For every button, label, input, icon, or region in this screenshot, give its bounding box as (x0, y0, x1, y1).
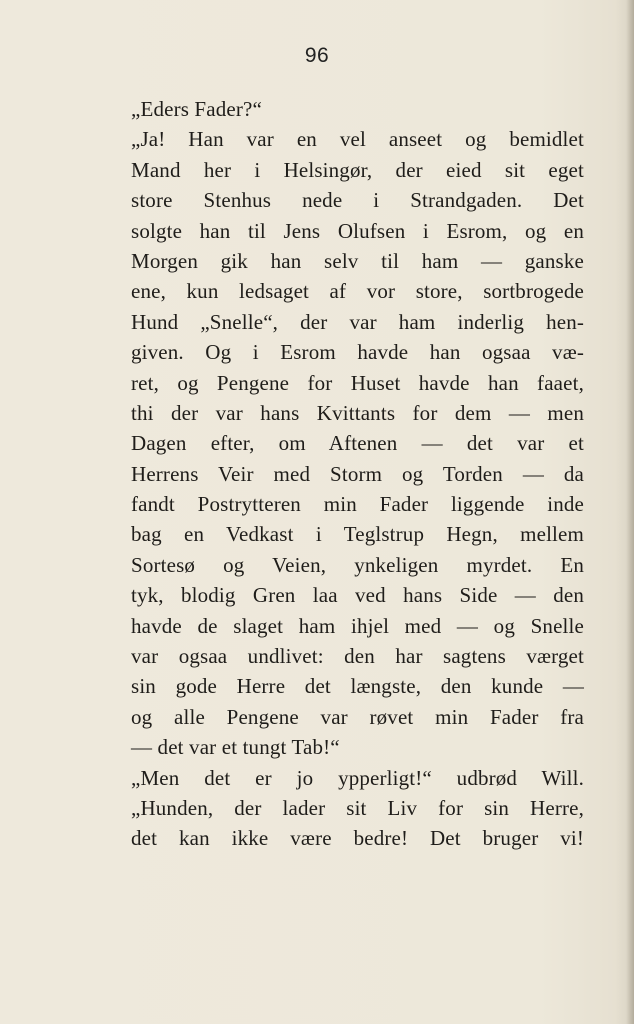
text-line: thi der var hans Kvittants for dem — men (131, 400, 584, 425)
text-line: „Hunden, der lader sit Liv for sin Herre, (131, 795, 584, 820)
text-line: „Eders Fader?“ (131, 97, 262, 121)
text-line: havde de slaget ham ihjel med — og Snelle (131, 613, 584, 638)
text-line: „Men det er jo ypperligt!“ udbrød Will. (131, 765, 584, 790)
text-line: ene, kun ledsaget af vor store, sortbrogede (131, 279, 584, 304)
text-line: fandt Postrytteren min Fader liggende inde (131, 492, 584, 517)
text-line: given. Og i Esrom havde han ogsaa væ- (131, 340, 584, 365)
text-line: sin gode Herre det længste, den kunde — (131, 674, 584, 699)
text-line: store Stenhus nede i Strandgaden. Det (131, 188, 584, 213)
text-line: Mand her i Helsingør, der eied sit eget (131, 157, 584, 182)
text-line: solgte han til Jens Olufsen i Esrom, og en (131, 218, 584, 243)
body-text (131, 94, 584, 854)
text-line: bag en Vedkast i Teglstrup Hegn, mellem (131, 522, 584, 547)
page-edge-shadow (626, 0, 634, 1024)
text-line: det kan ikke være bedre! Det bruger vi! (131, 826, 584, 851)
text-line: og alle Pengene var røvet min Fader fra (131, 704, 584, 729)
text-line: „Ja! Han var en vel anseet og bemidlet (131, 127, 584, 152)
text-line: var ogsaa undlivet: den har sagtens værget (131, 644, 584, 669)
text-line: — det var et tungt Tab!“ (131, 735, 340, 760)
text-line: Sortesø og Veien, ynkeligen myrdet. En (131, 552, 584, 577)
page-number: 96 (304, 44, 330, 67)
text-line: tyk, blodig Gren laa ved hans Side — den (131, 583, 584, 608)
text-line: Dagen efter, om Aftenen — det var et (131, 431, 584, 456)
text-line: Herrens Veir med Storm og Torden — da (131, 461, 584, 486)
text-line: ret, og Pengene for Huset havde han faaet, (131, 370, 584, 395)
text-line: Morgen gik han selv til ham — ganske (131, 248, 584, 273)
text-line: Hund „Snelle“, der var ham inderlig hen- (131, 309, 584, 334)
